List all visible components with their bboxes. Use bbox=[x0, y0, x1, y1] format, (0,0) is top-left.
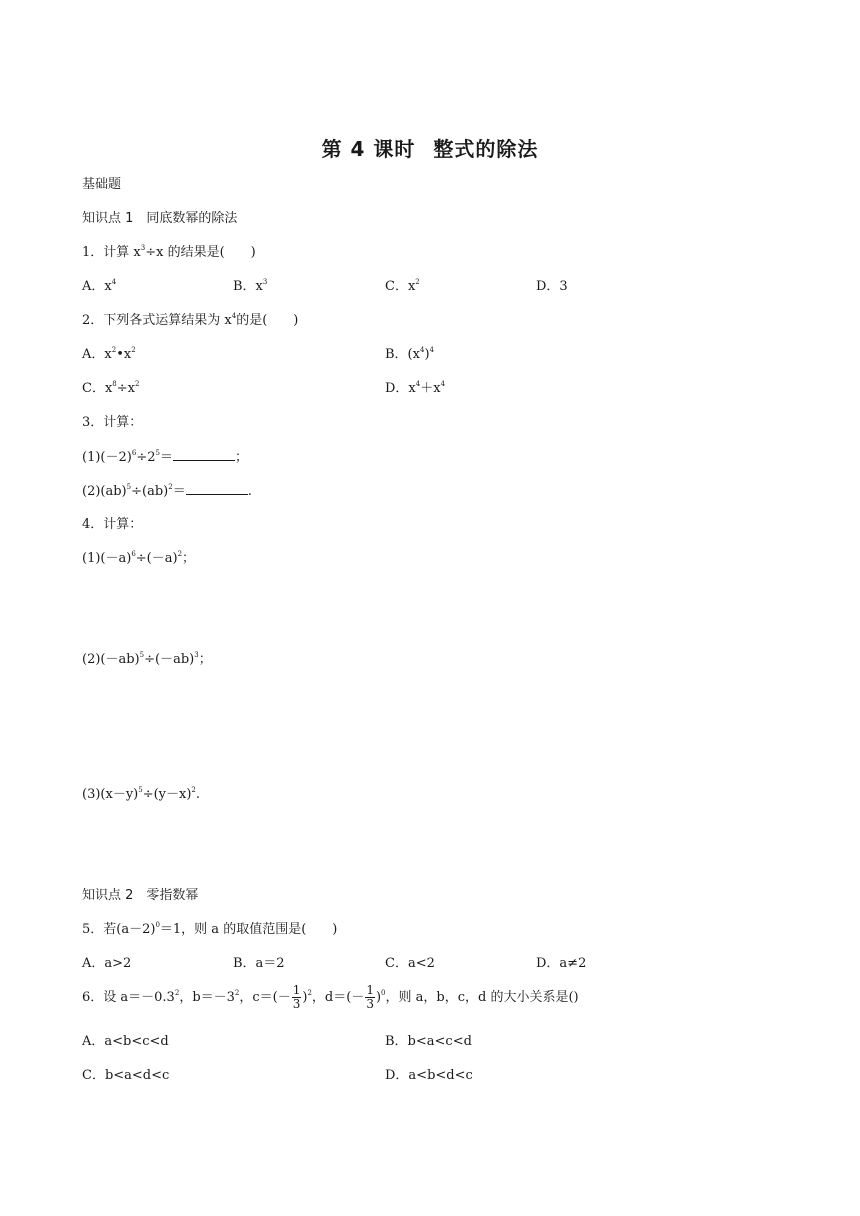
q5-option-c[interactable]: C．a<2 bbox=[385, 956, 435, 971]
answer-blank[interactable] bbox=[173, 448, 235, 461]
q3-part-2: (2)(ab)$^5$÷(ab)$^2$＝ . bbox=[82, 483, 252, 499]
q4-part-1: $(1)(-a)^6\div(-a)^2$； bbox=[82, 550, 196, 566]
lesson-number: 第 4 课时 bbox=[321, 137, 416, 161]
q6-option-c[interactable]: C．b<a<d<c bbox=[82, 1068, 170, 1083]
q5-option-a[interactable]: A．a>2 bbox=[82, 956, 132, 971]
q2-option-c[interactable]: C．$x^8\div x^2$ bbox=[82, 380, 140, 396]
question-3: 3．计算： bbox=[82, 415, 143, 430]
lesson-topic: 整式的除法 bbox=[433, 137, 539, 161]
q6-option-a[interactable]: A．a<b<c<d bbox=[82, 1034, 169, 1049]
fraction-one-third: $\frac{1}{3}$ bbox=[292, 983, 301, 1011]
knowledge-point-2: 知识点 2 零指数幂 bbox=[82, 888, 199, 903]
section-heading: 基础题 bbox=[82, 177, 122, 192]
q1-option-a[interactable]: A．$x^4$ bbox=[82, 278, 117, 294]
question-5: 5．若$(a-2)^0=1$，则 a 的取值范围是( ) bbox=[82, 921, 338, 937]
q6-option-d[interactable]: D．a<b<d<c bbox=[385, 1068, 473, 1083]
question-4: 4．计算： bbox=[82, 517, 143, 532]
q4-part-3: $(3)(x-y)^5\div(y-x)^2$. bbox=[82, 786, 201, 802]
answer-blank[interactable] bbox=[186, 482, 248, 495]
q1-option-c[interactable]: C．$x^2$ bbox=[385, 278, 420, 294]
knowledge-point-1: 知识点 1 同底数幂的除法 bbox=[82, 211, 238, 226]
q5-option-b[interactable]: B．a＝2 bbox=[233, 956, 285, 971]
q2-option-a[interactable]: A．$x^2•x^2$ bbox=[82, 346, 136, 362]
q3-part-1: $(1)(-2)^6\div 2^5=$ ； bbox=[82, 449, 248, 465]
q1-option-b[interactable]: B．$x^3$ bbox=[233, 278, 268, 294]
q2-option-b[interactable]: B．$(x^4)^4$ bbox=[385, 346, 434, 362]
q2-option-d[interactable]: D．$x^4+x^4$ bbox=[385, 380, 446, 396]
q5-option-d[interactable]: D．a≠2 bbox=[536, 956, 587, 971]
page-title bbox=[0, 133, 860, 162]
question-2: 2．下列各式运算结果为 $x^4$的是( ) bbox=[82, 312, 299, 328]
question-6: 6．设 $a=-0.3^2$，$b=-3^2$，c＝(－ $\frac{1}{3}$ )$^2$，d＝(－ $\frac{1}{3}$ )$^0$，则 a，b，c，d 的大小关系是() bbox=[82, 983, 579, 1011]
q4-part-2: $(2)(-ab)^5\div(-ab)^3$； bbox=[82, 651, 212, 667]
q6-option-b[interactable]: B．b<a<c<d bbox=[385, 1034, 472, 1049]
q1-option-d[interactable]: D．3 bbox=[536, 279, 568, 294]
fraction-one-third: $\frac{1}{3}$ bbox=[366, 983, 374, 1011]
question-1: 1．计算 $x^3\div x$ 的结果是( ) bbox=[82, 244, 256, 260]
